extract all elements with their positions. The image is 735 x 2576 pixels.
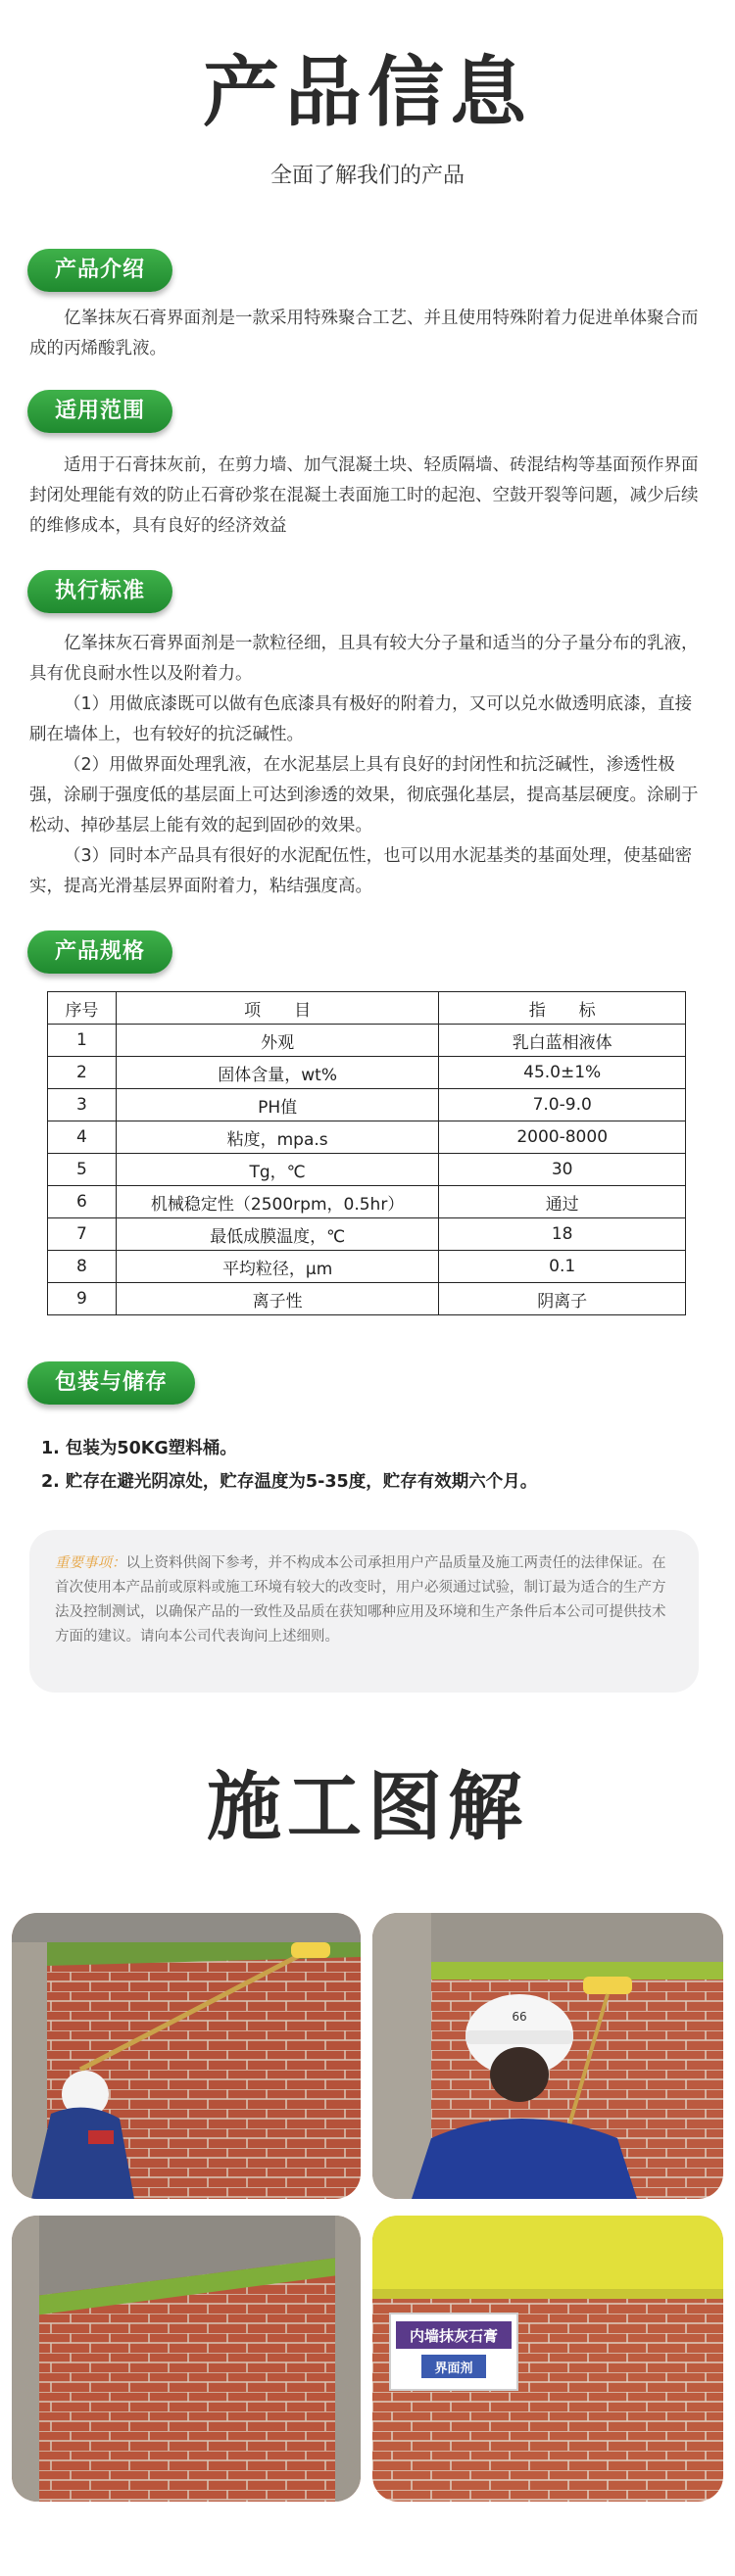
intro-paragraph: 亿峯抹灰石膏界面剂是一款采用特殊聚合工艺、并且使用特殊附着力促进单体聚合而成的丙烯酸乳液。 <box>29 309 699 358</box>
standard-paragraph: （2）用做界面处理乳液，在水泥基层上具有良好的封闭性和抗泛碱性，渗透性极强，涂刷于强度低的基层面上可达到渗透的效果，彻底强化基层，提高基层硬度。涂刷于松动、掉砂基层上能有效的起到固砂的效果。 <box>29 755 699 835</box>
intro-text-block <box>29 304 706 364</box>
standard-paragraph: （3）同时本产品具有很好的水泥配伍性，也可以用水泥基类的基面处理，使基础密实，提高光滑基层界面附着力，粘结强度高。 <box>29 846 693 896</box>
section-badge-scope: 适用范围 <box>27 390 172 433</box>
table-header-row <box>48 992 686 1025</box>
section-badge-intro: 产品介绍 <box>27 249 172 292</box>
table-row <box>48 1218 686 1251</box>
section-badge-standard: 执行标准 <box>27 570 172 613</box>
table-cell: 6 <box>48 1186 117 1218</box>
table-cell: 3 <box>48 1089 117 1121</box>
table-cell: 平均粒径，μm <box>116 1251 438 1283</box>
standard-paragraph: 亿峯抹灰石膏界面剂是一款粒径细，且具有较大分子量和适当的分子量分布的乳液，具有优良耐水性以及附着力。 <box>29 634 699 684</box>
table-cell: 阴离子 <box>439 1283 686 1315</box>
table-cell: 5 <box>48 1154 117 1186</box>
table-cell: 7.0-9.0 <box>439 1089 686 1121</box>
table-cell: 30 <box>439 1154 686 1186</box>
table-cell: 18 <box>439 1218 686 1251</box>
sign-line-1: 内墙抹灰石膏 <box>409 2327 499 2345</box>
table-cell: 外观 <box>116 1025 438 1057</box>
table-header-cell: 序号 <box>48 992 117 1025</box>
table-cell: 9 <box>48 1283 117 1315</box>
list-item: 1. 包装为50KG塑料桶。 <box>41 1439 237 1458</box>
table-cell: 0.1 <box>439 1251 686 1283</box>
notice-text: 以上资料供阁下参考，并不构成本公司承担用户产品质量及施工两责任的法律保证。在首次使用本产品前或原料或施工环境有较大的改变时，用户必须通过试验，制订最为适合的生产方法及控制测试，以确保产品的一致性及品质在获知哪种应用及环境和生产条件后本公司可提供技术方面的建议。请向本公司代表询问上述细则。 <box>55 1555 666 1645</box>
table-cell: 最低成膜温度，℃ <box>116 1218 438 1251</box>
table-row <box>48 1057 686 1089</box>
helmet-number: 66 <box>512 2010 527 2024</box>
table-cell: 粘度，mpa.s <box>116 1121 438 1154</box>
scope-paragraph: 适用于石膏抹灰前，在剪力墙、加气混凝土块、轻质隔墙、砖混结构等基面预作界面封闭处理能有效的防止石膏砂浆在混凝土表面施工时的起泡、空鼓开裂等问题，减少后续的维修成本，具有良好的经济效益 <box>29 455 699 536</box>
table-header-cell: 指 标 <box>439 992 686 1025</box>
table-cell: 乳白蓝相液体 <box>439 1025 686 1057</box>
table-cell: 机械稳定性（2500rpm，0.5hr） <box>116 1186 438 1218</box>
table-row <box>48 1186 686 1218</box>
table-cell: 1 <box>48 1025 117 1057</box>
sign-line-2: 界面剂 <box>434 2361 473 2376</box>
construction-title: 施工图解 <box>207 1763 528 1850</box>
table-cell: 45.0±1% <box>439 1057 686 1089</box>
table-row <box>48 1283 686 1315</box>
table-cell: 8 <box>48 1251 117 1283</box>
construction-photo-3 <box>12 2216 361 2502</box>
standard-paragraph: （1）用做底漆既可以做有色底漆具有极好的附着力，又可以兑水做透明底漆，直接刷在墙体上，也有较好的抗泛碱性。 <box>29 694 693 744</box>
construction-photo-4 <box>372 2216 723 2502</box>
table-cell: Tg，℃ <box>116 1154 438 1186</box>
notice-box <box>29 1530 699 1693</box>
page-subtitle: 全面了解我们的产品 <box>270 164 465 188</box>
construction-photo-2 <box>372 1913 723 2199</box>
table-row <box>48 1025 686 1057</box>
section-badge-storage: 包装与储存 <box>27 1361 195 1405</box>
scope-text-block <box>29 451 706 542</box>
table-row <box>48 1154 686 1186</box>
table-cell: 4 <box>48 1121 117 1154</box>
table-cell: 2000-8000 <box>439 1121 686 1154</box>
table-cell: 2 <box>48 1057 117 1089</box>
table-cell: 固体含量，wt% <box>116 1057 438 1089</box>
important-label: 重要事项： <box>55 1555 126 1571</box>
table-cell: PH值 <box>116 1089 438 1121</box>
table-cell: 7 <box>48 1218 117 1251</box>
list-item: 2. 贮存在避光阴凉处，贮存温度为5-35度，贮存有效期六个月。 <box>41 1472 538 1492</box>
section-badge-specs: 产品规格 <box>27 930 172 974</box>
table-cell: 通过 <box>439 1186 686 1218</box>
construction-photo-1 <box>12 1913 361 2199</box>
table-header-cell: 项 目 <box>116 992 438 1025</box>
table-row <box>48 1251 686 1283</box>
table-row <box>48 1121 686 1154</box>
spec-table <box>47 991 686 1315</box>
storage-list <box>41 1432 537 1499</box>
table-cell: 离子性 <box>116 1283 438 1315</box>
table-row <box>48 1089 686 1121</box>
page-title: 产品信息 <box>202 49 532 137</box>
standard-text-block <box>29 629 706 902</box>
